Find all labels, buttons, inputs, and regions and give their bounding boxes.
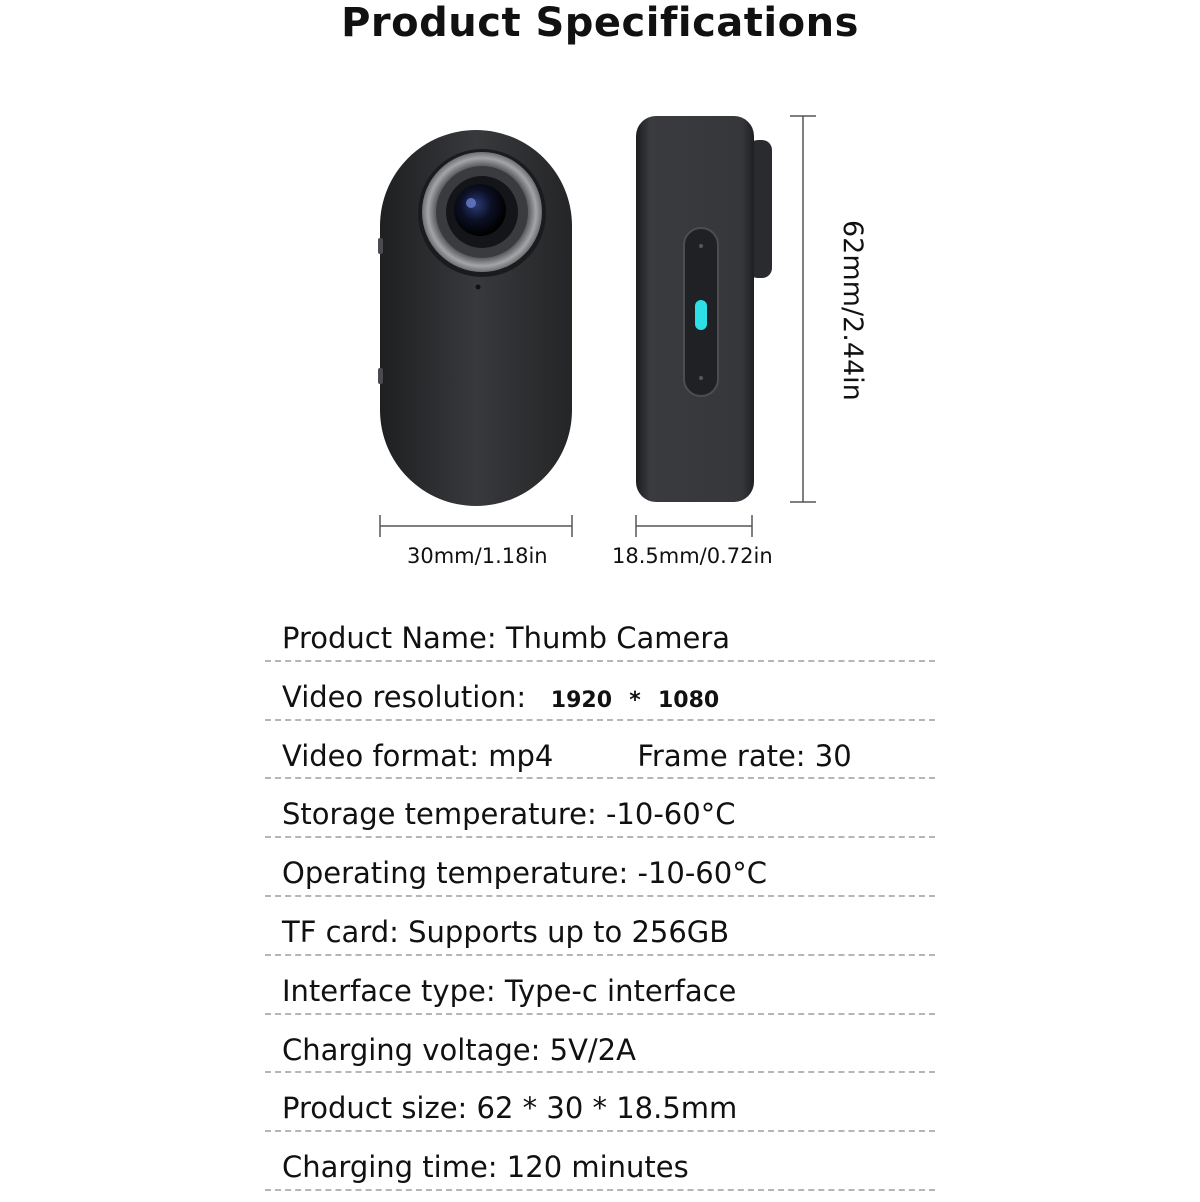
resolution-width: 1920 xyxy=(550,687,612,713)
product-illustration xyxy=(0,0,1200,600)
spec-row-product-size xyxy=(265,1073,935,1132)
spec-interface-type: Interface type: Type-c interface xyxy=(282,973,737,1008)
spec-row-video-resolution xyxy=(265,662,935,721)
camera-side-view xyxy=(636,116,772,502)
indicator-light xyxy=(695,300,707,330)
spec-product-name: Product Name: Thumb Camera xyxy=(282,621,731,655)
spec-row-charging-voltage xyxy=(265,1015,935,1074)
resolution-height: 1080 xyxy=(658,687,720,713)
side-depth-label: 18.5mm/0.72in xyxy=(612,544,773,568)
front-width-label: 30mm/1.18in xyxy=(407,544,548,568)
spec-charging-time: Charging time: 120 minutes xyxy=(282,1150,689,1185)
height-label: 62mm/2.44in xyxy=(837,220,868,401)
spec-tf-card: TF card: Supports up to 256GB xyxy=(282,914,730,949)
spec-list xyxy=(265,603,935,1191)
spec-operating-temperature: Operating temperature: -10-60°C xyxy=(282,856,767,891)
page-title: Product Specifications xyxy=(341,0,859,46)
spec-row-charging-time xyxy=(265,1132,935,1191)
spec-charging-voltage: Charging voltage: 5V/2A xyxy=(282,1032,636,1067)
spec-row-interface-type xyxy=(265,956,935,1015)
spec-frame-rate: Frame rate: 30 xyxy=(637,738,852,773)
camera-front-view xyxy=(378,130,572,506)
spec-storage-temperature: Storage temperature: -10-60°C xyxy=(282,797,736,832)
resolution-separator: * xyxy=(629,687,641,713)
spec-row-video-format xyxy=(265,721,935,780)
spec-video-format: Video format: mp4 xyxy=(282,738,554,773)
spec-video-resolution-value xyxy=(535,688,719,713)
spec-product-size: Product size: 62 * 30 * 18.5mm xyxy=(282,1091,738,1126)
spec-row-operating-temperature xyxy=(265,838,935,897)
spec-row-tf-card xyxy=(265,897,935,956)
spec-row-storage-temperature xyxy=(265,779,935,838)
spec-video-resolution-label: Video resolution: xyxy=(282,679,527,714)
spec-row-product-name xyxy=(265,603,935,662)
